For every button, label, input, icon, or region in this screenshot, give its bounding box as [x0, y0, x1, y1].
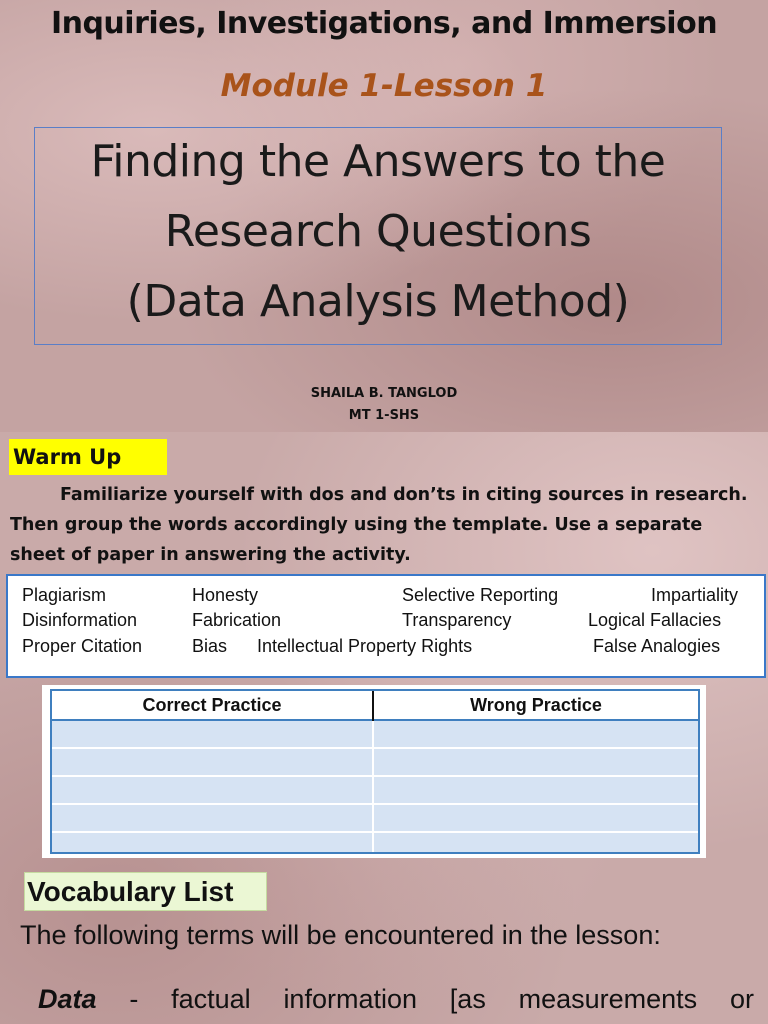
vocabulary-intro-text: The following terms will be encountered in the lesson:	[20, 920, 661, 950]
lesson-title-line-1: Finding the Answers to the	[90, 136, 666, 187]
template-row	[52, 833, 698, 852]
definition-word: information	[283, 984, 418, 1014]
module-title: Module 1-Lesson 1	[220, 68, 548, 104]
instructions-paragraph	[10, 480, 762, 570]
author-name: SHAILA B. TANGLOD	[310, 386, 458, 401]
course-title: Inquiries, Investigations, and Immersion	[50, 6, 718, 41]
word-bank	[6, 574, 766, 678]
word-bank-item: False Analogies	[593, 636, 721, 656]
author-department: MT 1-SHS	[348, 408, 420, 423]
word-bank-item: Selective Reporting	[402, 585, 559, 605]
practice-template-table	[42, 685, 706, 858]
slide-warm-up	[0, 432, 768, 1024]
definition-word: or	[729, 984, 754, 1014]
practice-template-grid	[50, 689, 700, 854]
word-bank-item: Transparency	[402, 610, 512, 630]
word-bank-item: Intellectual Property Rights	[257, 636, 473, 656]
template-row	[52, 721, 698, 749]
word-bank-item: Logical Fallacies	[588, 610, 722, 630]
template-row	[52, 749, 698, 777]
slide-title	[0, 0, 768, 432]
lesson-title-line-2: Research Questions	[164, 206, 592, 257]
word-bank-item: Fabrication	[192, 610, 282, 630]
definition-data	[38, 984, 754, 1015]
definition-word: -	[129, 984, 139, 1014]
word-bank-item: Proper Citation	[22, 636, 143, 656]
definition-word: [as	[449, 984, 486, 1014]
vocabulary-list-heading: Vocabulary List	[24, 872, 267, 911]
word-bank-item: Bias	[192, 636, 228, 656]
template-header-row	[52, 691, 698, 721]
correct-practice-header: Correct Practice	[142, 695, 282, 715]
definition-word: measurements	[518, 984, 698, 1014]
template-row	[52, 777, 698, 805]
word-bank-item: Plagiarism	[22, 585, 107, 605]
warm-up-heading: Warm Up	[9, 439, 167, 475]
word-bank-item: Honesty	[192, 585, 259, 605]
word-bank-item: Disinformation	[22, 610, 138, 630]
definition-word: factual	[171, 984, 251, 1014]
instructions-text: Familiarize yourself with dos and don’ts in citing sources in research. Then group the words accordingly using the template. Use a separate sheet of paper in answering the activity.	[10, 485, 748, 565]
lesson-title-line-3: (Data Analysis Method)	[126, 276, 630, 327]
wrong-practice-header: Wrong Practice	[470, 695, 602, 715]
lesson-title-box	[34, 127, 722, 345]
definition-term: Data	[38, 984, 97, 1014]
word-bank-item: Impartiality	[651, 585, 739, 605]
template-row	[52, 805, 698, 833]
column-divider-rows	[372, 721, 374, 852]
